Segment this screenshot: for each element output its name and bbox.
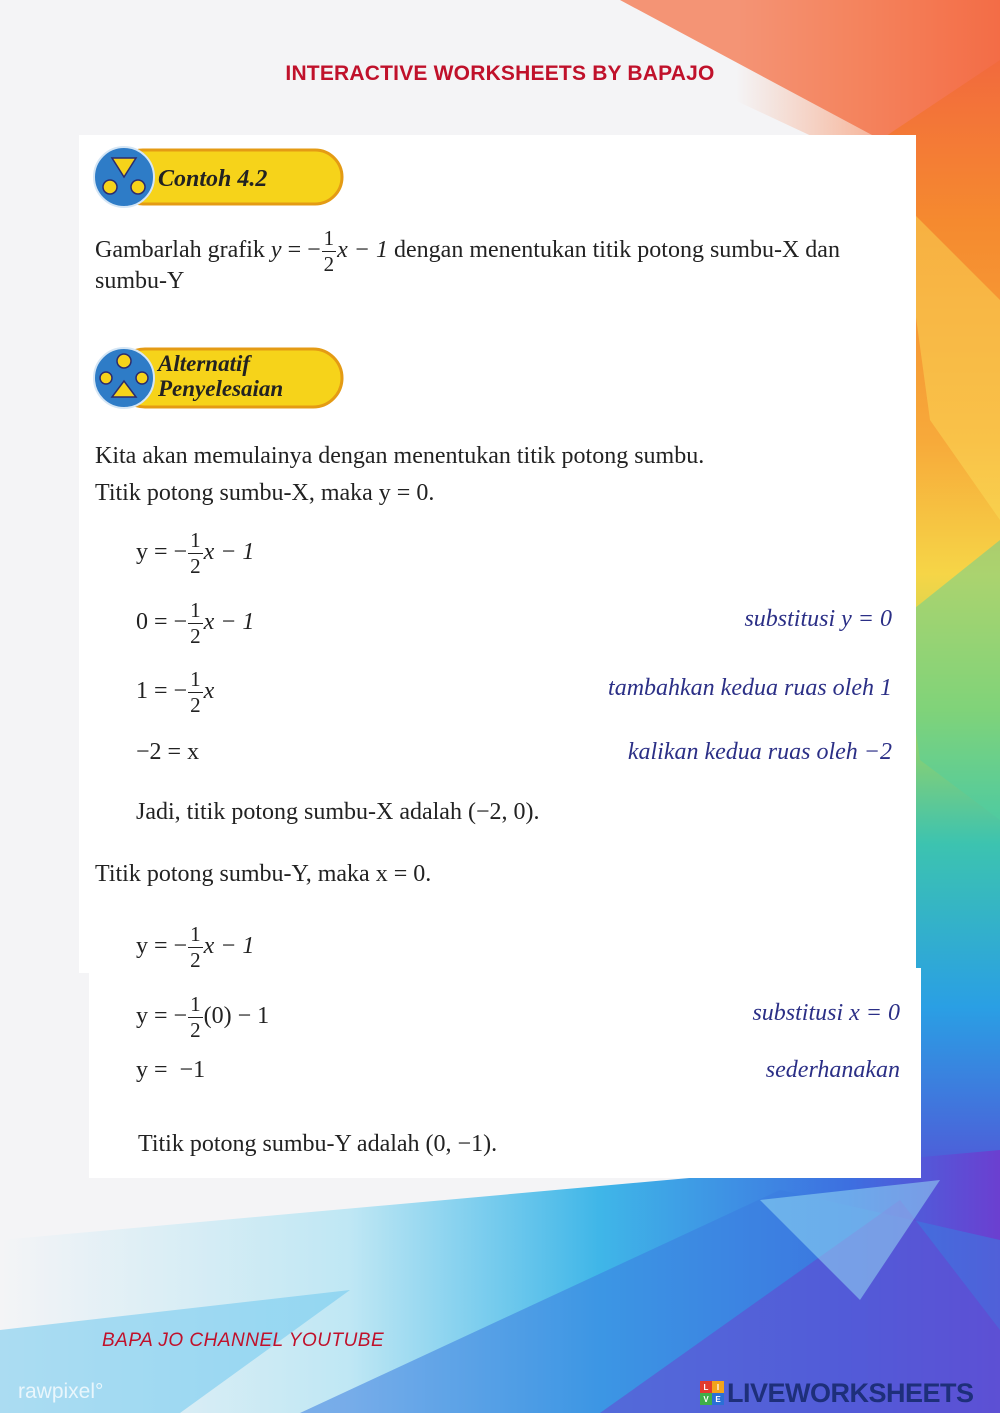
x-step-4: −2 = x bbox=[136, 739, 200, 765]
x-step-2-note: substitusi y = 0 bbox=[744, 606, 892, 632]
x-step-3-note: tambahkan kedua ruas oleh 1 bbox=[608, 675, 892, 701]
prompt-eq-variable: y bbox=[270, 237, 282, 264]
worksheet-header-title: INTERACTIVE WORKSHEETS BY BAPAJO bbox=[285, 62, 715, 85]
y-step-3-note: sederhanakan bbox=[765, 1057, 900, 1083]
solution-badge-line-1: Alternatif bbox=[158, 351, 251, 376]
y-step-2: y = − $\frac{1}{2}$ (0) − 1 bbox=[136, 992, 270, 1042]
channel-footer-text: BAPA JO CHANNEL YOUTUBE bbox=[102, 1330, 385, 1351]
x-step-2: 0 = − $\frac{1}{2}$ x − 1 bbox=[136, 598, 255, 648]
y-step-3: y = −1 bbox=[136, 1057, 206, 1083]
x-intercept-heading: Titik potong sumbu-X, maka y = 0. bbox=[95, 480, 435, 506]
prompt-eq-rest: x − 1 bbox=[337, 237, 389, 264]
x-step-3: 1 = − $\frac{1}{2}$ x bbox=[136, 667, 215, 717]
x-step-1: y = − $\frac{1}{2}$ x − 1 bbox=[136, 528, 255, 578]
y-intercept-heading: Titik potong sumbu-Y, maka x = 0. bbox=[95, 861, 432, 887]
fraction: $\frac{1}{2}$ bbox=[323, 226, 335, 276]
y-step-2-note: substitusi x = 0 bbox=[752, 1000, 900, 1026]
y-step-1: y = − $\frac{1}{2}$ x − 1 bbox=[136, 922, 255, 972]
prompt-text-before: Gambarlah grafik bbox=[95, 237, 271, 264]
prompt-text-after: dengan menentukan titik potong sumbu-X dan bbox=[388, 237, 840, 264]
solution-intro: Kita akan memulainya dengan menentukan titik potong sumbu. bbox=[95, 443, 705, 469]
liveworksheets-brand-text: LIVEWORKSHEETS bbox=[727, 1377, 974, 1408]
y-intercept-conclusion: Titik potong sumbu-Y adalah (0, −1). bbox=[138, 1131, 498, 1157]
liveworksheets-brand[interactable] bbox=[700, 1378, 974, 1408]
x-intercept-conclusion: Jadi, titik potong sumbu-X adalah (−2, 0). bbox=[136, 799, 540, 825]
x-step-4-note: kalikan kedua ruas oleh −2 bbox=[627, 739, 892, 765]
solution-badge-line-2: Penyelesaian bbox=[158, 376, 284, 401]
example-prompt-line-2: sumbu-Y bbox=[95, 268, 185, 294]
rawpixel-watermark: rawpixel° bbox=[18, 1380, 104, 1403]
example-prompt-line-1: Gambarlah grafik y = − $\frac{1}{2}$ x − 1 dengan menentukan titik potong sumbu-X dan bbox=[95, 226, 840, 276]
example-badge-label: Contoh 4.2 bbox=[158, 166, 268, 192]
liveworksheets-logo-icon: L I V E bbox=[700, 1381, 724, 1405]
